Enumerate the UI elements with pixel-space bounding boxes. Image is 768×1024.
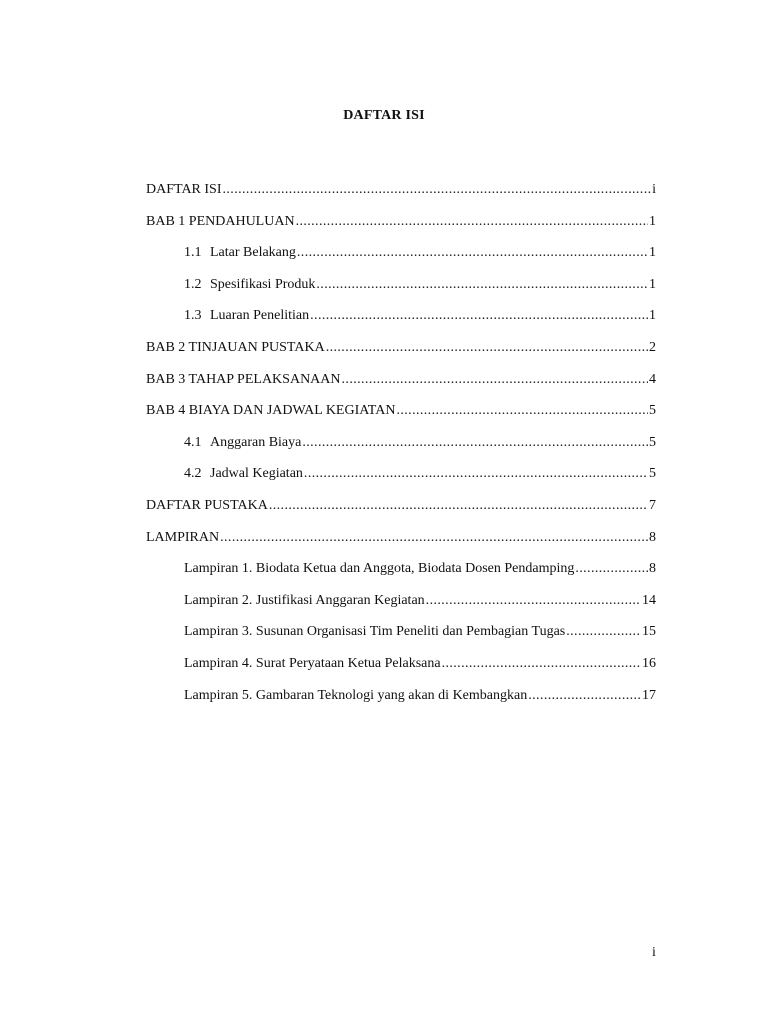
toc-entry-label: Luaran Penelitian [210,308,310,324]
toc-subentry[interactable] [146,434,656,466]
toc-entry-label: Spesifikasi Produk [210,276,316,292]
toc-entry-label: Lampiran 2. Justifikasi Anggaran Kegiatan [184,592,425,608]
toc-dot-leader [297,244,648,262]
toc-entry-number: 1.3 [184,308,202,324]
toc-entry-label: Lampiran 4. Surat Peryataan Ketua Pelaksana [184,655,441,671]
toc-entry-label: BAB 4 BIAYA DAN JADWAL KEGIATAN [146,403,396,419]
toc-entry-label: Latar Belakang [210,245,296,261]
toc-dot-leader [342,371,648,389]
toc-dot-leader [566,623,641,641]
toc-entry-page: 17 [642,687,656,703]
toc-entry[interactable] [146,497,656,529]
toc-dot-leader [223,181,652,199]
toc-dot-leader [304,465,648,483]
toc-subentry[interactable] [146,307,656,339]
toc-entry-label: BAB 2 TINJAUAN PUSTAKA [146,339,325,355]
toc-entry-label: DAFTAR ISI [146,182,222,197]
toc-dot-leader [575,560,648,578]
toc-entry-page: 15 [642,624,656,640]
table-of-contents [146,181,656,718]
toc-appendix-entry[interactable] [146,623,656,655]
toc-entry-number: 4.1 [184,434,202,450]
toc-dot-leader [220,529,648,547]
toc-entry-page: 2 [649,339,656,355]
toc-appendix-entry[interactable] [146,560,656,592]
toc-appendix-entry[interactable] [146,655,656,687]
toc-entry[interactable] [146,371,656,403]
page-number: i [652,945,656,960]
toc-entry-page: 1 [649,308,656,324]
toc-entry[interactable] [146,339,656,371]
toc-dot-leader [396,402,648,420]
toc-entry-label: BAB 1 PENDAHULUAN [146,213,295,229]
toc-entry-label: DAFTAR PUSTAKA [146,497,268,513]
toc-entry-page: 4 [649,371,656,387]
toc-entry-number: 1.2 [184,276,202,292]
toc-entry-number: 4.2 [184,466,202,482]
toc-appendix-entry[interactable] [146,592,656,624]
toc-entry-page: 1 [649,213,656,229]
toc-entry-label: Lampiran 3. Susunan Organisasi Tim Peneliti dan Pembagian Tugas [184,624,566,640]
toc-entry-page: 1 [649,276,656,292]
toc-subentry[interactable] [146,465,656,497]
toc-appendix-entry[interactable] [146,687,656,719]
toc-entry-number: 1.1 [184,245,202,261]
toc-entry-page: 14 [642,592,656,608]
toc-dot-leader [528,687,641,705]
toc-entry[interactable] [146,529,656,561]
toc-dot-leader [310,307,648,325]
toc-entry-label: BAB 3 TAHAP PELAKSANAAN [146,371,341,387]
toc-entry-label: Lampiran 1. Biodata Ketua dan Anggota, Biodata Dosen Pendamping [184,561,575,577]
toc-entry-label: Anggaran Biaya [210,434,302,450]
toc-entry-label: Jadwal Kegiatan [210,466,303,482]
toc-entry-page: 16 [642,655,656,671]
toc-entry-page: 1 [649,245,656,261]
toc-entry-page: 8 [649,529,656,545]
toc-entry-label: Lampiran 5. Gambaran Teknologi yang akan di Kembangkan [184,687,528,703]
toc-dot-leader [269,497,648,515]
toc-entry[interactable] [146,402,656,434]
toc-dot-leader [316,276,648,294]
page-title: DAFTAR ISI [343,108,425,123]
toc-subentry[interactable] [146,276,656,308]
toc-entry-page: 5 [649,403,656,419]
toc-dot-leader [296,213,648,231]
toc-entry-page: 7 [649,497,656,513]
toc-subentry[interactable] [146,244,656,276]
toc-dot-leader [302,434,648,452]
toc-entry[interactable] [146,181,656,213]
toc-entry-page: i [652,182,656,197]
toc-dot-leader [326,339,648,357]
toc-dot-leader [426,592,641,610]
toc-entry-page: 5 [649,466,656,482]
toc-entry[interactable] [146,213,656,245]
toc-entry-page: 5 [649,434,656,450]
toc-dot-leader [442,655,641,673]
toc-entry-label: LAMPIRAN [146,529,220,545]
toc-entry-page: 8 [649,561,656,577]
